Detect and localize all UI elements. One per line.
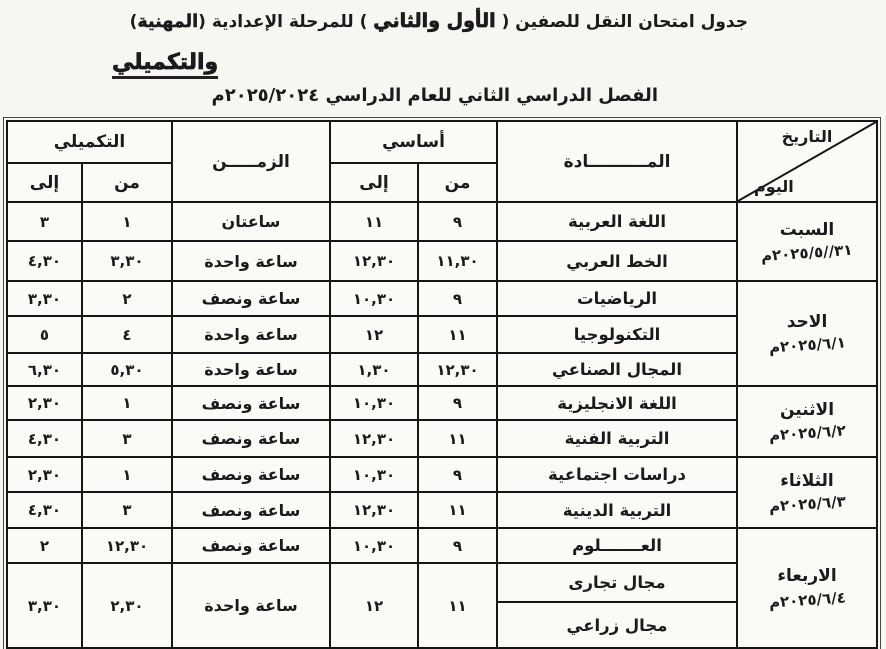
day-name: السبت (779, 219, 835, 240)
basic-from-cell: ١١ (418, 420, 497, 457)
corner-day-date-cell (737, 121, 877, 202)
duration-cell: ساعة ونصف (172, 492, 330, 528)
supp-to-cell: ٢ (7, 528, 82, 563)
basic-to-cell: ١٢,٣٠ (330, 420, 418, 457)
basic-to-cell: ١١ (330, 202, 418, 241)
supp-from-cell: ٢ (82, 281, 172, 316)
col-header-basic-from: من (418, 163, 497, 202)
subject-cell: العـــــــلوم (497, 528, 737, 563)
basic-to-cell: ١٠,٣٠ (330, 457, 418, 492)
title-middle: ) للمرحلة الإعدادية ( (198, 12, 374, 32)
day-name: الاحد (786, 311, 828, 332)
day-cell-saturday (737, 202, 877, 281)
subject-cell: مجال تجارى (497, 563, 737, 602)
supp-to-cell: ٣,٣٠ (7, 281, 82, 316)
day-cell-wednesday (737, 528, 877, 648)
duration-cell: ساعة واحدة (172, 563, 330, 648)
basic-to-cell: ١٢,٣٠ (330, 241, 418, 281)
basic-to-cell: ١,٣٠ (330, 353, 418, 386)
subject-cell: التربية الفنية (497, 420, 737, 457)
supp-from-cell: ١ (82, 202, 172, 241)
day-date: ٢‏/‏٦‏/‏٢٠٢٥م (767, 421, 846, 445)
subject-cell: دراسات اجتماعية (497, 457, 737, 492)
duration-cell: ساعة ونصف (172, 457, 330, 492)
col-header-basic-to: إلى (330, 163, 418, 202)
supp-to-cell: ٥ (7, 316, 82, 353)
term-year: ٢٠٢٤‏/‏٢٠٢٥م (211, 85, 320, 106)
title-track: المهنية (137, 12, 199, 32)
supp-to-cell: ٤,٣٠ (7, 241, 82, 281)
basic-from-cell: ٩ (418, 528, 497, 563)
title-prefix: جدول امتحان النقل للصفين ( (495, 12, 748, 32)
day-date: ٤‏/‏٦‏/‏٢٠٢٥م (767, 587, 846, 612)
day-cell-sunday (737, 281, 877, 386)
supp-from-cell: ٣ (82, 420, 172, 457)
supp-from-cell: ١٢,٣٠ (82, 528, 172, 563)
day-cell-monday (737, 386, 877, 457)
duration-cell: ساعة واحدة (172, 316, 330, 353)
col-header-basic: أساسي (330, 121, 497, 163)
duration-cell: ساعة ونصف (172, 528, 330, 563)
day-name: الثلاثاء (780, 470, 834, 491)
day-date: ٣١‏//‏٥‏/‏٢٠٢٥م (760, 240, 854, 266)
subject-cell: اللغة العربية (497, 202, 737, 241)
date-label: التاريخ (781, 127, 833, 146)
page-title (130, 10, 748, 32)
duration-cell: ساعة ونصف (172, 386, 330, 420)
supp-to-cell: ٣,٣٠ (7, 563, 82, 648)
supp-to-cell: ٤,٣٠ (7, 492, 82, 528)
basic-from-cell: ١١ (418, 563, 497, 648)
title-grades: الأول والثاني (373, 10, 496, 32)
term-line (212, 85, 658, 106)
day-date: ٣‏/‏٦‏/‏٢٠٢٥م (767, 492, 846, 516)
duration-cell: ساعة ونصف (172, 420, 330, 457)
col-header-supplementary: التكميلي (7, 121, 172, 163)
subject-cell: الرياضيات (497, 281, 737, 316)
basic-from-cell: ٩ (418, 457, 497, 492)
basic-from-cell: ٩ (418, 386, 497, 420)
basic-from-cell: ١٢,٣٠ (418, 353, 497, 386)
subject-cell: التكنولوجيا (497, 316, 737, 353)
supp-from-cell: ١ (82, 386, 172, 420)
subject-cell: اللغة الانجليزية (497, 386, 737, 420)
day-name: الاربعاء (777, 566, 837, 587)
basic-from-cell: ٩ (418, 281, 497, 316)
day-cell-tuesday (737, 457, 877, 528)
day-label: اليوم (754, 177, 794, 196)
col-header-subject: المــــــــــادة (497, 121, 737, 202)
supp-to-cell: ٤,٣٠ (7, 420, 82, 457)
exam-schedule-table (6, 120, 878, 649)
supp-to-cell: ٣ (7, 202, 82, 241)
supp-to-cell: ٦,٣٠ (7, 353, 82, 386)
duration-cell: ساعتان (172, 202, 330, 241)
supp-from-cell: ٥,٣٠ (82, 353, 172, 386)
term-text: الفصل الدراسي الثاني للعام الدراسي (319, 85, 658, 106)
day-name: الاثنين (779, 399, 835, 420)
basic-from-cell: ١١ (418, 316, 497, 353)
basic-from-cell: ١١ (418, 492, 497, 528)
col-header-supp-to: إلى (7, 163, 82, 202)
basic-to-cell: ١٠,٣٠ (330, 528, 418, 563)
subject-cell: مجال زراعي (497, 602, 737, 648)
title-suffix: ) (129, 12, 138, 32)
supp-to-cell: ٢,٣٠ (7, 386, 82, 420)
duration-cell: ساعة واحدة (172, 353, 330, 386)
subject-cell: التربية الدينية (497, 492, 737, 528)
col-header-duration: الزمـــــن (172, 121, 330, 202)
basic-to-cell: ١٢,٣٠ (330, 492, 418, 528)
basic-from-cell: ١١,٣٠ (418, 241, 497, 281)
basic-to-cell: ١٠,٣٠ (330, 386, 418, 420)
title-supplementary: والتكميلي (112, 50, 218, 79)
subject-cell: الخط العربي (497, 241, 737, 281)
supp-from-cell: ٢,٣٠ (82, 563, 172, 648)
basic-from-cell: ٩ (418, 202, 497, 241)
col-header-supp-from: من (82, 163, 172, 202)
supp-from-cell: ٣,٣٠ (82, 241, 172, 281)
day-date: ١‏/‏٦‏/‏٢٠٢٥م (767, 333, 846, 357)
supp-to-cell: ٢,٣٠ (7, 457, 82, 492)
duration-cell: ساعة ونصف (172, 281, 330, 316)
subject-cell: المجال الصناعي (497, 353, 737, 386)
duration-cell: ساعة واحدة (172, 241, 330, 281)
supp-from-cell: ١ (82, 457, 172, 492)
basic-to-cell: ١٢ (330, 316, 418, 353)
basic-to-cell: ١٢ (330, 563, 418, 648)
supp-from-cell: ٣ (82, 492, 172, 528)
supp-from-cell: ٤ (82, 316, 172, 353)
basic-to-cell: ١٠,٣٠ (330, 281, 418, 316)
